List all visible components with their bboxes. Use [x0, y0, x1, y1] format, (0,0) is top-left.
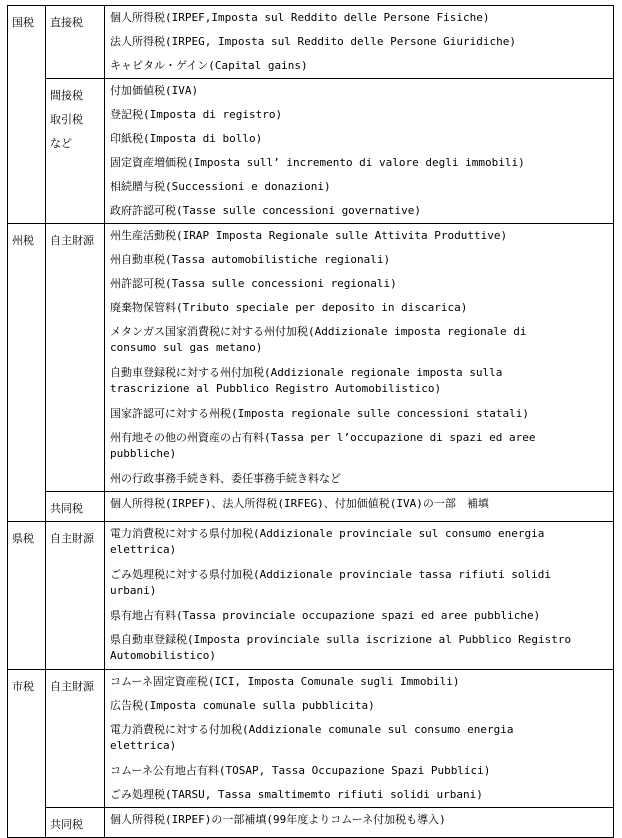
category-label-line: 取引税 [50, 113, 83, 126]
tax-item: 自動車登録税に対する州付加税(Addizionale regionale imposta sulla trascrizione al Pubblico Registro Automobilistico) [110, 366, 503, 395]
tax-item: 広告税(Imposta comunale sulla pubblicita) [110, 699, 375, 712]
tax-item: 州有地その他の州資産の占有料(Tassa per l’occupazione di spazi ed aree pubbliche) [110, 431, 536, 460]
category-label: 自主財源 [50, 234, 94, 247]
category-label: 共同税 [50, 502, 83, 515]
level-municipal [8, 670, 46, 838]
category-label-line: 間接税 [50, 89, 83, 102]
items-cell [105, 492, 614, 522]
tax-item: 個人所得税(IRPEF)の一部補填(99年度よりコムーネ付加税も導入) [110, 813, 446, 826]
tax-item: コムーネ公有地占有料(TOSAP, Tassa Occupazione Spazi Pubblici) [110, 764, 491, 777]
regional-own-row [8, 224, 614, 492]
tax-item: 固定資産増価税(Imposta sull’ incremento di valore degli immobili) [110, 156, 525, 169]
tax-item: 法人所得税(IRPEG, Imposta sul Reddito delle Persone Giuridiche) [110, 35, 516, 48]
category-indirect [46, 79, 105, 224]
category-label-line: など [50, 137, 72, 150]
tax-item: 県有地占有料(Tassa provinciale occupazione spazi ed aree pubbliche) [110, 609, 541, 622]
level-regional [8, 224, 46, 522]
level-label: 市税 [12, 680, 34, 693]
category-own [46, 670, 105, 808]
tax-item: メタンガス国家消費税に対する州付加税(Addizionale imposta regionale di consumo sul gas metano) [110, 325, 527, 354]
items-cell [105, 522, 614, 670]
tax-item: 電力消費税に対する付加税(Addizionale comunale sul consumo energia elettrica) [110, 723, 514, 752]
tax-item: 登記税(Imposta di registro) [110, 108, 283, 121]
tax-item: 個人所得税(IRPEF,Imposta sul Reddito delle Persone Fisiche) [110, 11, 490, 24]
items-cell [105, 670, 614, 808]
category-direct [46, 6, 105, 79]
items-cell [105, 224, 614, 492]
category-shared [46, 492, 105, 522]
level-label: 県税 [12, 532, 34, 545]
tax-item: 国家許認可に対する州税(Imposta regionale sulle concessioni statali) [110, 407, 530, 420]
category-label: 自主財源 [50, 680, 94, 693]
category-own [46, 522, 105, 670]
tax-item: 州の行政事務手続き料、委任事務手続き料など [110, 472, 341, 485]
level-provincial [8, 522, 46, 670]
tax-item: コムーネ固定資産税(ICI, Imposta Comunale sugli Immobili) [110, 675, 460, 688]
category-label: 直接税 [50, 16, 83, 29]
level-label: 州税 [12, 234, 34, 247]
tax-item: 政府許認可税(Tasse sulle concessioni governative) [110, 204, 422, 217]
category-shared [46, 808, 105, 838]
tax-item: キャピタル・ゲイン(Capital gains) [110, 59, 308, 72]
tax-item: 州許認可税(Tassa sulle concessioni regionali) [110, 277, 397, 290]
tax-item: 相続贈与税(Successioni e donazioni) [110, 180, 331, 193]
national-direct-row [8, 6, 614, 79]
items-cell [105, 808, 614, 838]
regional-shared-row [8, 492, 614, 522]
level-national [8, 6, 46, 224]
tax-item: ごみ処理税に対する県付加税(Addizionale provinciale tassa rifiuti solidi urbani) [110, 568, 552, 597]
municipal-shared-row [8, 808, 614, 838]
tax-structure-table [7, 5, 614, 838]
category-label: 自主財源 [50, 532, 94, 545]
category-own [46, 224, 105, 492]
national-indirect-row [8, 79, 614, 224]
tax-item: 付加価値税(IVA) [110, 84, 199, 97]
tax-item: 印紙税(Imposta di bollo) [110, 132, 263, 145]
tax-item: 廃棄物保管料(Tributo speciale per deposito in discarica) [110, 301, 468, 314]
tax-item: 電力消費税に対する県付加税(Addizionale provinciale sul consumo energia elettrica) [110, 527, 545, 556]
tax-item: 個人所得税(IRPEF)、法人所得税(IRFEG)、付加価値税(IVA)の一部 補填 [110, 497, 489, 510]
provincial-own-row [8, 522, 614, 670]
level-label: 国税 [12, 16, 34, 29]
tax-item: 州自動車税(Tassa automobilistiche regionali) [110, 253, 391, 266]
items-cell [105, 79, 614, 224]
tax-item: 州生産活動税(IRAP Imposta Regionale sulle Attivita Produttive) [110, 229, 508, 242]
tax-item: ごみ処理税(TARSU, Tassa smaltimemto rifiuti solidi urbani) [110, 788, 483, 801]
category-label: 共同税 [50, 818, 83, 831]
tax-item: 県自動車登録税(Imposta provinciale sulla iscrizione al Pubblico Registro Automobilistico) [110, 633, 572, 662]
items-cell [105, 6, 614, 79]
municipal-own-row [8, 670, 614, 808]
